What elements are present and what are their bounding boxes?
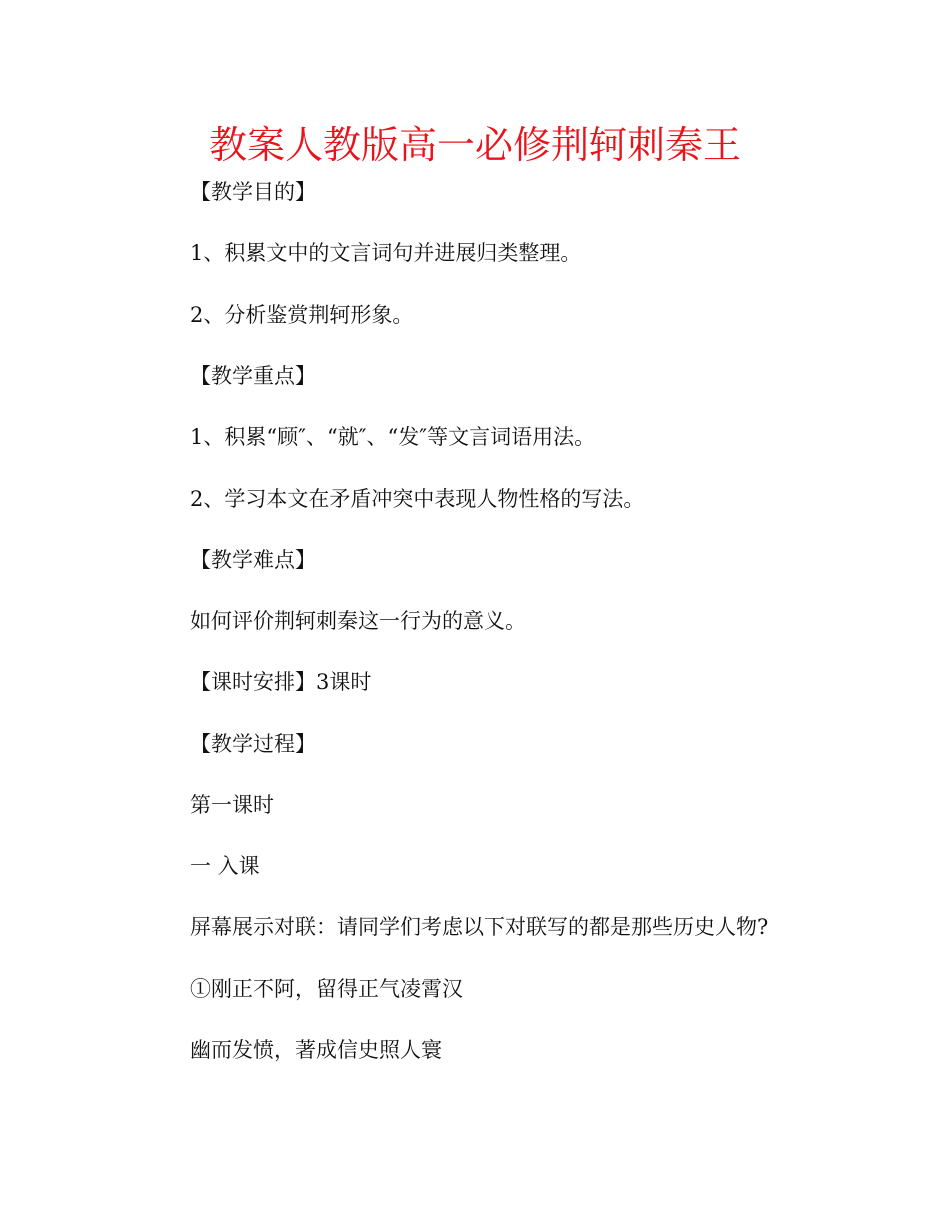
paragraph: 2、学习本文在矛盾冲突中表现人物性格的写法。 xyxy=(190,487,645,511)
section-heading-objectives: 【教学目的】 xyxy=(190,180,316,204)
document-title: 教案人教版高一必修荆轲刺秦王 xyxy=(208,123,741,167)
section-heading-key-points: 【教学重点】 xyxy=(190,364,316,388)
section-heading-process: 【教学过程】 xyxy=(190,732,316,756)
section-heading-difficulties: 【教学难点】 xyxy=(190,548,316,572)
paragraph: 1、积累文中的文言词句并进展归类整理。 xyxy=(190,241,582,265)
paragraph: 幽而发愤，著成信史照人寰 xyxy=(190,1038,442,1062)
paragraph: 如何评价荆轲刺秦这一行为的意义。 xyxy=(190,609,526,633)
paragraph: 一 入课 xyxy=(190,854,260,878)
paragraph: ①刚正不阿，留得正气凌霄汉 xyxy=(190,977,463,1001)
section-heading-schedule: 【课时安排】3课时 xyxy=(190,670,372,694)
paragraph: 1、积累“顾″、“就″、“发″等文言词语用法。 xyxy=(190,425,596,449)
paragraph: 第一课时 xyxy=(190,793,274,817)
paragraph: 屏幕展示对联：请同学们考虑以下对联写的都是那些历史人物? xyxy=(190,915,769,939)
paragraph: 2、分析鉴赏荆轲形象。 xyxy=(190,303,414,327)
